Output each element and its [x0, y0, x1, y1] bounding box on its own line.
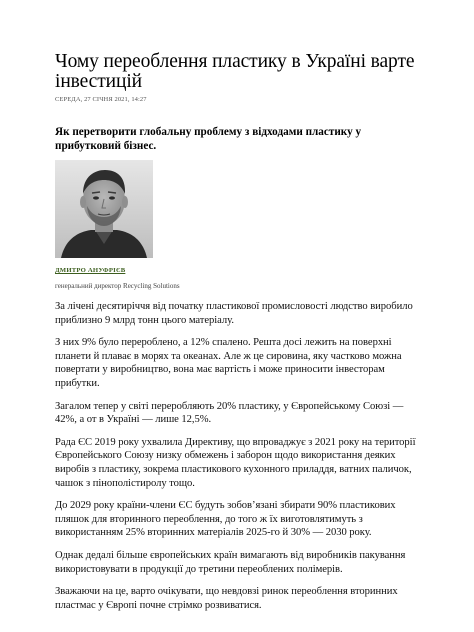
article-title: Чому переоблення пластику в Україні варте інвестицій — [55, 51, 415, 92]
article-paragraph: З них 9% було перероблено, а 12% спалено. Решта досі лежить на поверхні планети й плаває в морях та океанах. Але ж це сировина, яку частково можна повертати у виробництво, вона має вартість і може приносити інвесторам прибутки. — [55, 337, 402, 389]
author-portrait-image — [55, 160, 153, 258]
article-paragraph: Зважаючи на це, варто очікувати, що невдовзі ринок переоблення вторинних пластмас у Європі почне стрімко розвиватися. — [55, 586, 398, 611]
author-role: генеральний директор Recycling Solutions — [55, 282, 180, 290]
article-paragraph: За лічені десятиріччя від початку пластикової промисловості людство виробило приблизно 9 млрд тонн цього матеріалу. — [55, 301, 413, 326]
article-body — [55, 300, 425, 612]
article-paragraph: Однак дедалі більше європейських країн вимагають від виробників пакування використовувати в продукції до третини переоблених полімерів. — [55, 549, 406, 575]
author-name-link[interactable]: ДМИТРО АНУФРІЄВ — [55, 267, 126, 274]
article-paragraph: Рада ЄС 2019 року ухвалила Директиву, що впроваджує з 2021 року на території Європейського Союзу низку обмежень і заборон щодо використання деяких виробів з пластику, зокрема пластикового кухонного приладдя, ватних паличок, чашок з пінополістиролу тощо. — [55, 436, 416, 489]
author-photo — [55, 160, 153, 258]
article — [55, 52, 425, 621]
article-paragraph: До 2029 року країни-члени ЄС будуть зобов’язані збирати 90% пластикових пляшок для вторинного переоблення, до того ж їх виготовлятимуть з використанням 25% вторинних матеріалів 2025-го й 30% — 2030 року. — [55, 500, 396, 539]
article-date: СЕРЕДА, 27 СІЧНЯ 2021, 14:27 — [55, 96, 147, 103]
article-lead: Як перетворити глобальну проблему з відходами пластику у прибутковий бізнес. — [55, 126, 362, 152]
article-paragraph: Загалом тепер у світі переробляють 20% пластику, у Європейському Союзі — 42%, а от в Україні — лише 12,5%. — [55, 400, 404, 426]
